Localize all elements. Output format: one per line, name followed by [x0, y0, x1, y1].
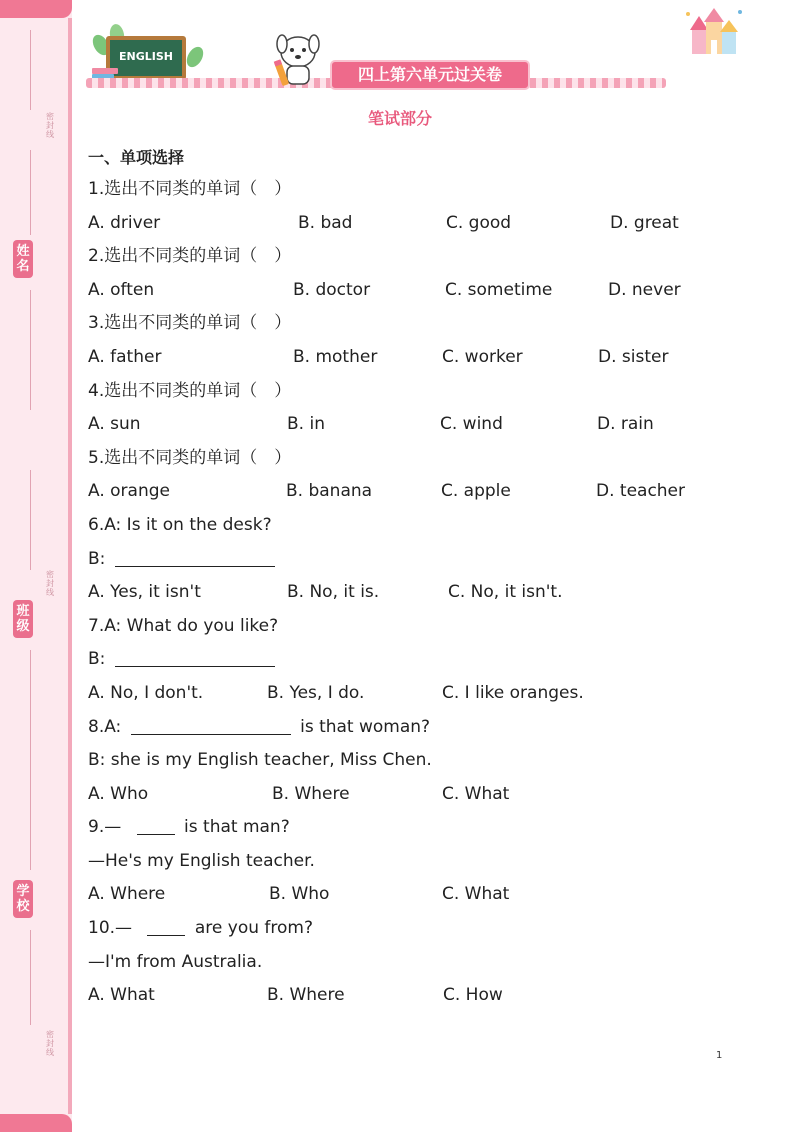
answer-blank[interactable]: [137, 814, 175, 835]
option: B. Who: [269, 884, 330, 905]
seal-text-middle: 密封线: [46, 570, 54, 597]
margin-line: [30, 30, 31, 110]
option: A. No, I don't.: [88, 682, 204, 703]
option: B. Where: [272, 783, 350, 804]
leaf-decoration: [183, 44, 206, 70]
stem-suffix: is that man?: [184, 817, 290, 838]
margin-line: [30, 290, 31, 410]
dialogue-reply: —He's my English teacher.: [88, 850, 315, 871]
option: B. doctor: [293, 279, 371, 300]
question-stem: [88, 711, 748, 745]
stem-suffix: are you from?: [194, 918, 313, 939]
reply-label: B:: [88, 548, 106, 569]
margin-line: [30, 930, 31, 1025]
dialogue-reply: —I'm from Australia.: [88, 951, 263, 972]
option: A. driver: [88, 212, 161, 233]
answer-line: [88, 543, 748, 577]
options-row: [88, 274, 748, 308]
options-row: [88, 341, 748, 375]
option: A. Where: [88, 884, 166, 905]
option: C. No, it isn't.: [448, 582, 563, 603]
options-row: [88, 207, 748, 241]
option: B. mother: [293, 346, 378, 367]
option: C. What: [442, 884, 510, 905]
margin-cap-bottom: [0, 1114, 72, 1132]
options-row: [88, 475, 748, 509]
option: D. great: [610, 212, 679, 233]
option: D. sister: [598, 346, 669, 367]
option: B. No, it is.: [287, 582, 380, 603]
stem-suffix: is that woman?: [300, 716, 431, 737]
stem-prefix: 10.—: [88, 918, 133, 939]
option: C. How: [443, 985, 503, 1006]
binding-margin: [0, 0, 72, 1132]
header-banner: [86, 16, 746, 106]
option: C. wind: [440, 414, 503, 435]
answer-blank[interactable]: [115, 646, 275, 667]
seal-text-top: 密封线: [46, 112, 54, 139]
stem-prefix: 8.A:: [88, 716, 122, 737]
question-section: [88, 142, 748, 1013]
margin-line: [30, 470, 31, 570]
class-field-label: 班级: [13, 600, 33, 638]
question-stem: 5.选出不同类的单词（ ）: [88, 447, 292, 468]
option: A. Who: [88, 783, 149, 804]
answer-blank[interactable]: [131, 714, 291, 735]
chalkboard-text: ENGLISH: [119, 50, 173, 63]
answer-blank[interactable]: [147, 915, 185, 936]
option: D. never: [608, 279, 681, 300]
option: A. father: [88, 346, 162, 367]
answer-line: [88, 643, 748, 677]
option: C. worker: [442, 346, 523, 367]
margin-line: [30, 150, 31, 235]
stem-prefix: 9.—: [88, 817, 122, 838]
castle-decoration-icon: [684, 8, 746, 58]
options-row: [88, 576, 748, 610]
question-stem: [88, 811, 748, 845]
option: A. orange: [88, 481, 170, 502]
question-stem: 2.选出不同类的单词（ ）: [88, 246, 292, 267]
question-stem: 3.选出不同类的单词（ ）: [88, 313, 292, 334]
options-row: [88, 979, 748, 1013]
option: C. I like oranges.: [442, 682, 584, 703]
option: C. What: [442, 783, 510, 804]
option: B. Yes, I do.: [267, 682, 365, 703]
options-row: [88, 408, 748, 442]
question-stem: 6.A: Is it on the desk?: [88, 514, 272, 535]
question-stem: 4.选出不同类的单词（ ）: [88, 380, 292, 401]
option: A. Yes, it isn't: [88, 582, 201, 603]
option: D. rain: [597, 414, 654, 435]
options-row: [88, 878, 748, 912]
option: B. in: [287, 414, 325, 435]
margin-cap-top: [0, 0, 72, 18]
school-field-label: 学校: [13, 880, 33, 918]
option: B. banana: [286, 481, 373, 502]
margin-line: [30, 650, 31, 870]
option: A. often: [88, 279, 155, 300]
option: A. What: [88, 985, 155, 1006]
reply-label: B:: [88, 649, 106, 670]
name-field-label: 姓名: [13, 240, 33, 278]
question-stem: 7.A: What do you like?: [88, 615, 279, 636]
exam-title: 四上第六单元过关卷: [330, 60, 530, 90]
option: B. bad: [298, 212, 353, 233]
dialogue-reply: B: she is my English teacher, Miss Chen.: [88, 750, 432, 771]
question-stem: [88, 912, 748, 946]
seal-text-bottom: 密封线: [46, 1030, 54, 1057]
options-row: [88, 677, 748, 711]
option: D. teacher: [596, 481, 686, 502]
option: C. apple: [441, 481, 511, 502]
section-title: 笔试部分: [367, 109, 432, 128]
answer-blank[interactable]: [115, 546, 275, 567]
question-stem: 1.选出不同类的单词（ ）: [88, 179, 292, 199]
option: C. good: [446, 212, 512, 233]
option: A. sun: [88, 414, 141, 435]
part-heading: 一、单项选择: [88, 148, 185, 167]
dog-mascot-icon: [272, 30, 324, 92]
options-row: [88, 778, 748, 812]
margin-edge: [68, 18, 72, 1114]
page-number: 1: [716, 1050, 723, 1061]
option: B. Where: [267, 985, 345, 1006]
option: C. sometime: [445, 279, 553, 300]
